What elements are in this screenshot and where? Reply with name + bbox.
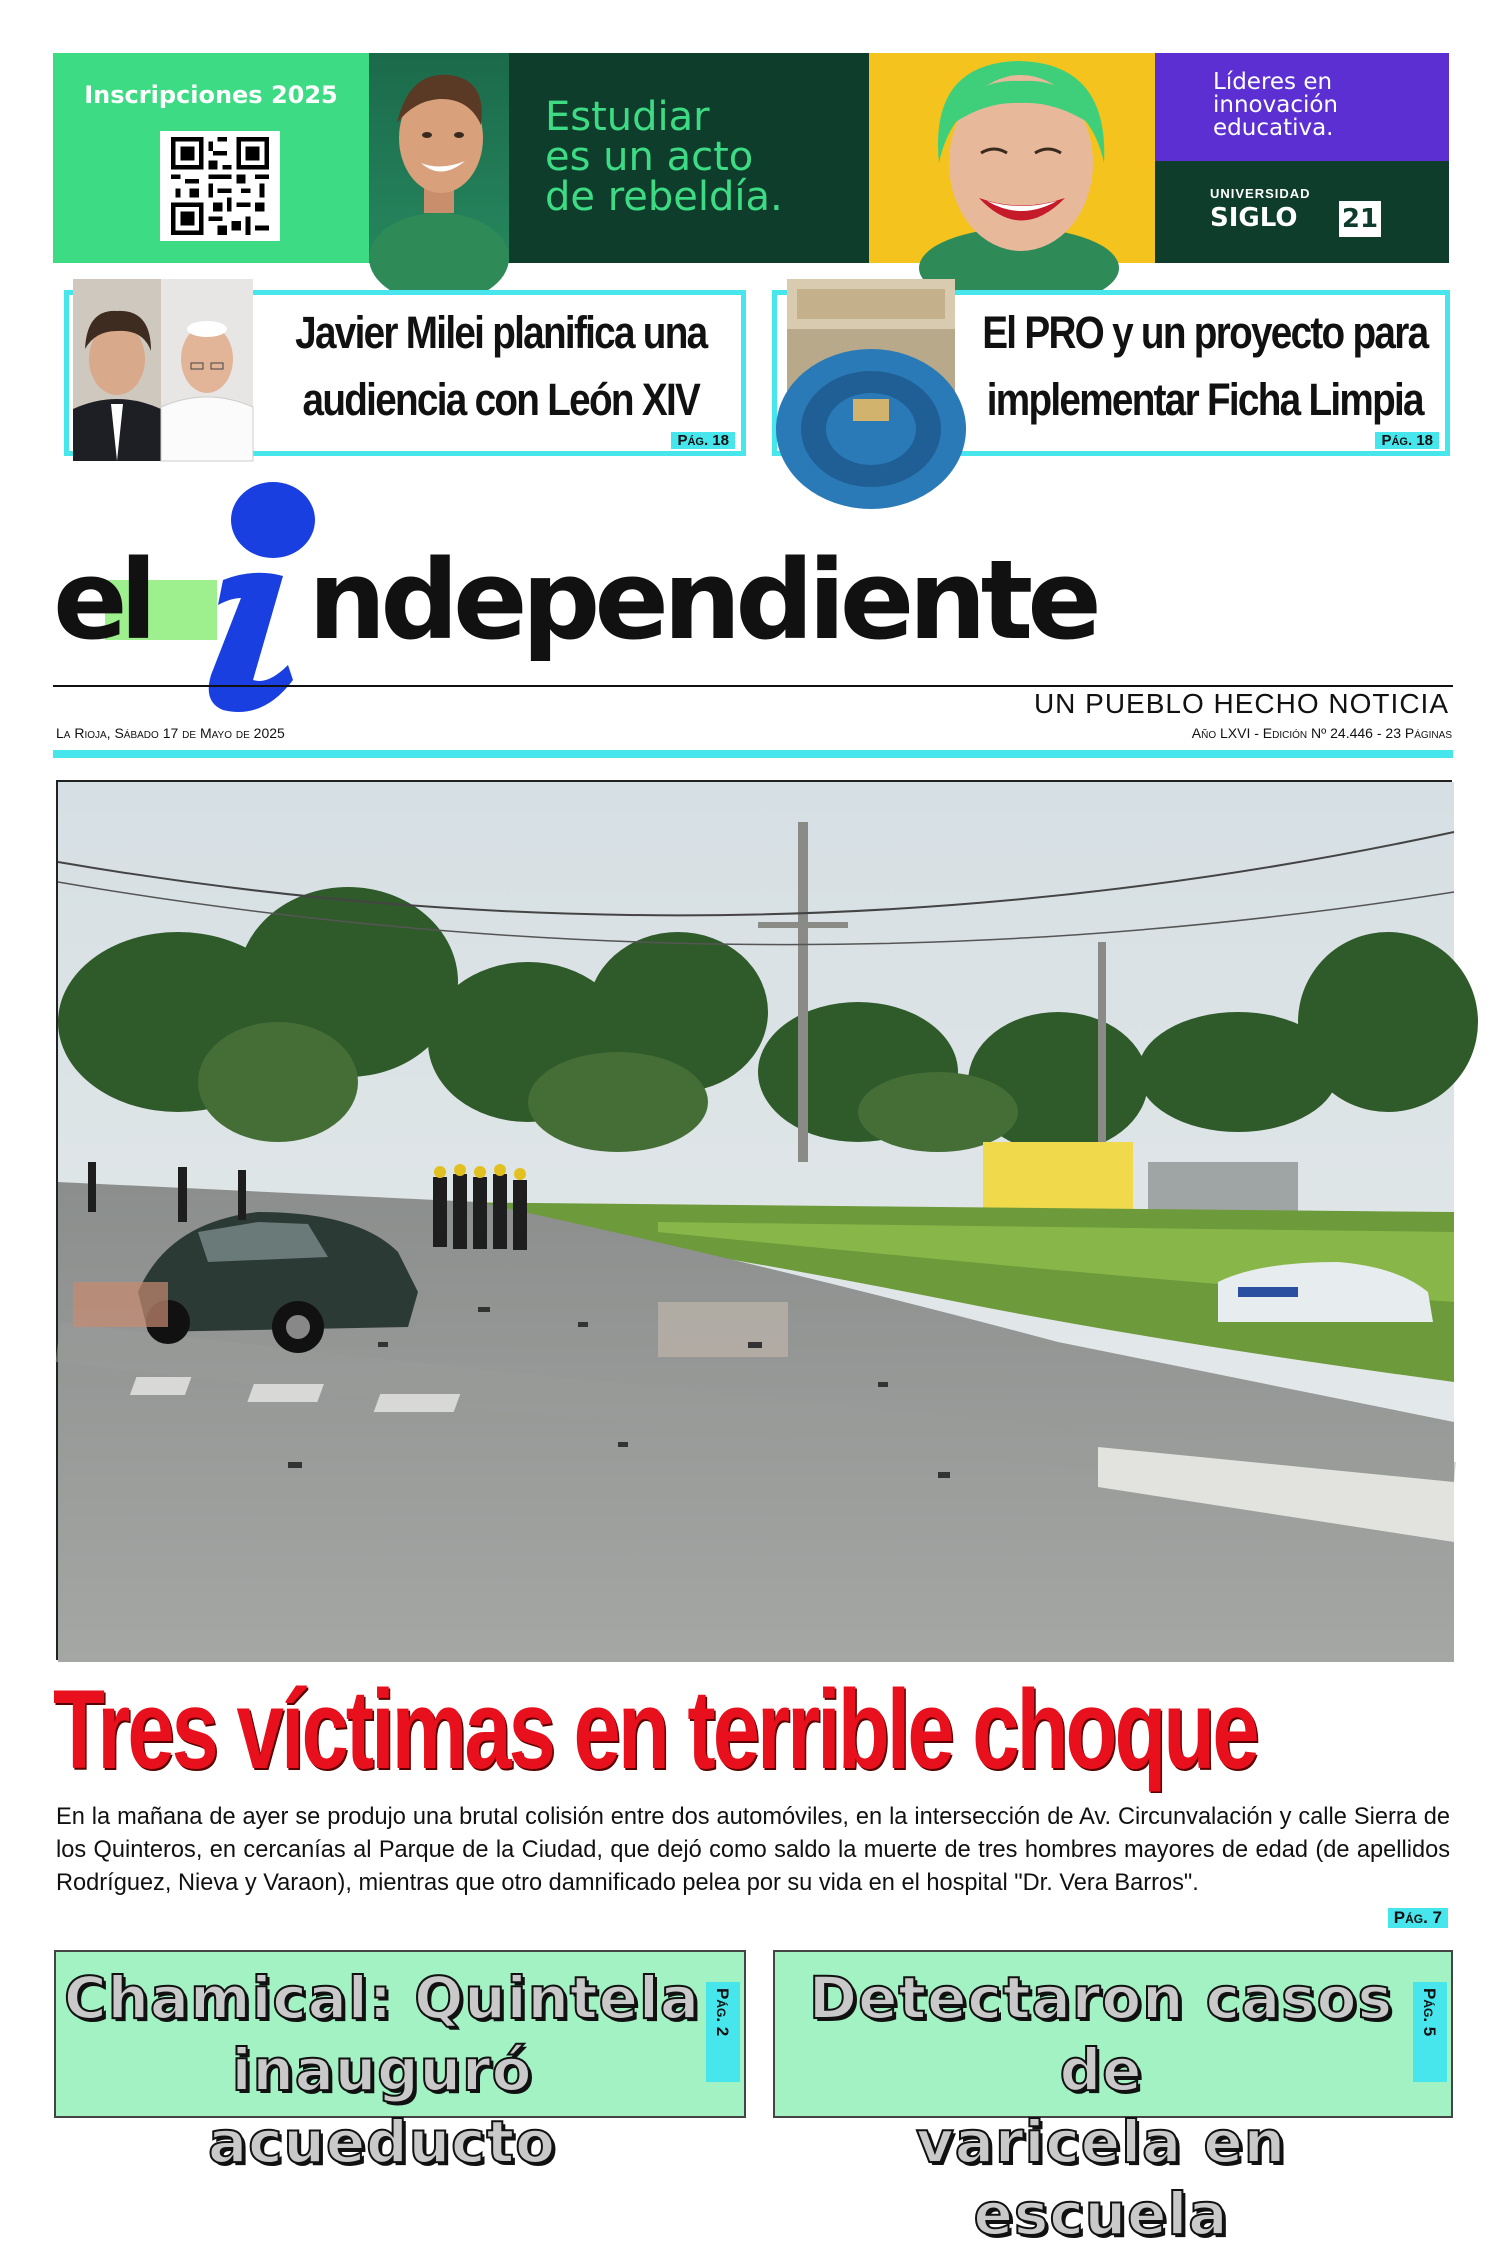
- ad-registration-panel: [53, 53, 369, 263]
- ad-leaders-line: educativa.: [1213, 115, 1334, 141]
- main-headline: Tres víctimas en terrible choque: [53, 1667, 1257, 1792]
- ad-slogan-line: Estudiar: [545, 94, 710, 140]
- ad-university-panel: [1155, 53, 1449, 263]
- masthead-slogan: UN PUEBLO HECHO NOTICIA: [1033, 688, 1449, 719]
- teaser-title: [62, 1962, 702, 2178]
- edition-info: Año LXVI - Edición Nº 24.446 - 23 Páginas: [1191, 725, 1452, 741]
- teaser-title-line: Chamical: Quintela: [64, 1964, 700, 2032]
- ad-leaders-line: innovación: [1213, 92, 1339, 118]
- main-story-lead: En la mañana de ayer se produjo una brutal colisión entre dos automóviles, en la intersección de Av. Circunvalación y calle Sierra de los Quinteros, en cercanías al Parque de la Ciudad, que dejó como saldo la muerte de tres hombres mayores de edad (de apellidos Rodríguez, Nieva y Varaon), mientras que otro damnificado pelea por su vida en el hospital "Dr. Vera Barros".: [56, 1804, 1450, 1896]
- logo-el: el: [53, 536, 150, 664]
- page-reference-text: Pág. 2: [713, 1988, 732, 2037]
- teaser-title-line: audiencia con León XIV: [302, 374, 700, 425]
- university-label: UNIVERSIDAD: [1210, 186, 1311, 201]
- teaser-title: [973, 299, 1437, 433]
- qr-code-icon[interactable]: [160, 131, 280, 241]
- dateline: La Rioja, Sábado 17 de Mayo de 2025: [56, 725, 285, 741]
- page-reference: Pág. 18: [671, 432, 735, 449]
- teaser-title-line: varicela en escuela: [916, 2108, 1286, 2248]
- ad-young-man-photo: [369, 53, 509, 263]
- ad-slogan-line: de rebeldía.: [545, 174, 783, 220]
- masthead-divider: [53, 750, 1453, 758]
- crash-scene-photo[interactable]: [56, 780, 1452, 1660]
- ad-leaders-text: [1213, 71, 1338, 140]
- page-reference: [706, 1982, 740, 2082]
- teaser-title-line: implementar Ficha Limpia: [986, 374, 1423, 425]
- congress-chamber-photo: [787, 279, 955, 461]
- teaser-milei[interactable]: [64, 290, 746, 456]
- teaser-title: [781, 1962, 1421, 2250]
- main-headline-block[interactable]: [53, 1667, 1453, 1792]
- ad-registration-text: Inscripciones 2025: [84, 81, 338, 109]
- logo-blue-i-icon: [193, 480, 323, 720]
- teaser-varicela-escuela[interactable]: [773, 1950, 1453, 2248]
- page-reference: [1413, 1982, 1447, 2082]
- ad-slogan-line: es un acto: [545, 134, 754, 180]
- ad-slogan: [545, 94, 783, 220]
- page-reference-text: Pág. 5: [1420, 1988, 1439, 2037]
- ad-young-woman-photo: [869, 53, 1155, 263]
- university-number: 21: [1339, 201, 1381, 237]
- teaser-ficha-limpia[interactable]: [772, 290, 1450, 456]
- page-reference: Pág. 18: [1375, 432, 1439, 449]
- teaser-title-line: El PRO y un proyecto para: [982, 307, 1428, 358]
- ad-leaders-line: Líderes en: [1213, 69, 1333, 95]
- teaser-title-line: Javier Milei planifica una: [295, 307, 707, 358]
- pope-leo-photo: [161, 279, 253, 461]
- ad-slogan-panel: [509, 53, 869, 263]
- masthead[interactable]: [53, 480, 1453, 735]
- teaser-title: [269, 299, 733, 433]
- teaser-title-line: inauguró acueducto: [208, 2036, 556, 2176]
- milei-photo: [73, 279, 161, 461]
- masthead-rule: [53, 685, 1453, 687]
- teaser-title-line: Detectaron casos de: [808, 1964, 1394, 2104]
- logo-ndependiente: ndependiente: [308, 536, 1096, 664]
- university-ad-banner[interactable]: [53, 53, 1449, 263]
- university-logo: [1155, 161, 1449, 263]
- page-reference: Pág. 7: [1388, 1908, 1448, 1928]
- teaser-chamical-acueducto[interactable]: [54, 1950, 746, 2176]
- university-name: SIGLO: [1210, 203, 1298, 233]
